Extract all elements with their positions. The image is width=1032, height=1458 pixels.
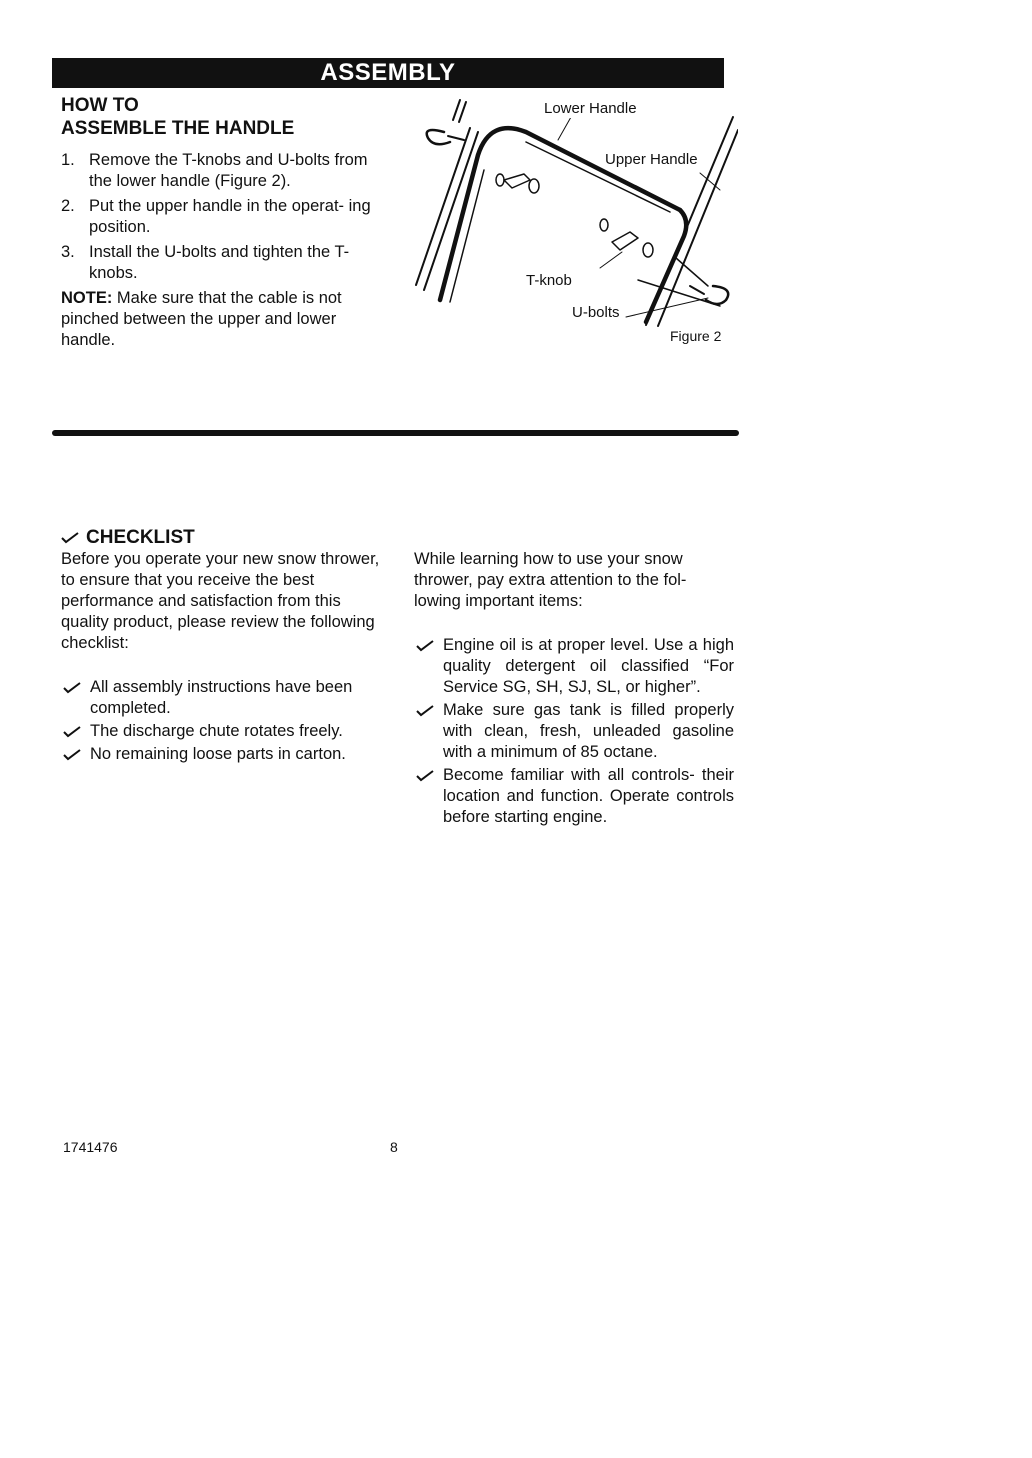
step-number: 3.	[61, 243, 75, 261]
step-item	[61, 196, 381, 238]
checklist-left-column	[61, 549, 381, 767]
checklist-item-text: No remaining loose parts in carton.	[90, 745, 346, 763]
checklist-item	[61, 744, 381, 765]
note-paragraph	[61, 288, 381, 351]
checkmark-icon	[415, 638, 435, 652]
checkmark-icon	[60, 530, 80, 544]
checklist-item-text: Engine oil is at proper level. Use a high quality detergent oil classified “For Service SG, SH, SJ, SL, or higher”.	[443, 636, 734, 696]
page-number: 8	[390, 1139, 398, 1155]
checkmark-icon	[62, 680, 82, 694]
handle-figure	[408, 90, 738, 352]
checklist-heading	[60, 527, 195, 549]
checklist-item	[414, 635, 734, 698]
checklist-title: CHECKLIST	[86, 527, 195, 548]
step-text: Install the U-bolts and tighten the T-knobs.	[89, 243, 350, 282]
checklist-item	[414, 765, 734, 828]
label-lower-handle: Lower Handle	[544, 100, 637, 117]
checklist-right-column	[414, 549, 734, 830]
step-text: Remove the T-knobs and U-bolts from the lower handle (Figure 2).	[89, 151, 368, 190]
checklist-item	[414, 700, 734, 763]
assembly-steps	[61, 150, 381, 288]
note-label: NOTE:	[61, 289, 113, 307]
note-text: Make sure that the cable is not pinched between the upper and lower handle.	[61, 289, 342, 349]
step-number: 1.	[61, 151, 75, 169]
checklist-left-intro: Before you operate your new snow thrower, to ensure that you receive the best performance and satisfaction from this quality product, please review the following checklist:	[61, 550, 380, 652]
section-heading-line1: HOW TO	[61, 95, 139, 116]
checklist-item-text: All assembly instructions have been completed.	[90, 678, 353, 717]
label-t-knob: T-knob	[526, 272, 572, 289]
checklist-item-text: Make sure gas tank is filled properly with clean, fresh, unleaded gasoline with a minimum of 85 octane.	[443, 701, 734, 761]
checkmark-icon	[62, 724, 82, 738]
checkmark-icon	[62, 747, 82, 761]
label-u-bolts: U-bolts	[572, 304, 620, 321]
section-divider	[52, 430, 739, 436]
document-number: 1741476	[63, 1139, 118, 1155]
checklist-item	[61, 677, 381, 719]
section-banner: ASSEMBLY	[52, 58, 724, 88]
label-upper-handle: Upper Handle	[605, 151, 698, 168]
checklist-item	[61, 721, 381, 742]
checklist-item-text: The discharge chute rotates freely.	[90, 722, 343, 740]
checkmark-icon	[415, 768, 435, 782]
step-number: 2.	[61, 197, 75, 215]
step-text: Put the upper handle in the operat- ing position.	[89, 197, 371, 236]
step-item	[61, 242, 381, 284]
checkmark-icon	[415, 703, 435, 717]
checklist-item-text: Become familiar with all controls- their location and function. Operate controls before starting engine.	[443, 766, 734, 826]
step-item	[61, 150, 381, 192]
checklist-right-intro: While learning how to use your snow thrower, pay extra attention to the fol- lowing important items:	[414, 550, 687, 610]
figure-caption: Figure 2	[670, 328, 722, 344]
section-heading-line2: ASSEMBLE THE HANDLE	[61, 118, 295, 139]
